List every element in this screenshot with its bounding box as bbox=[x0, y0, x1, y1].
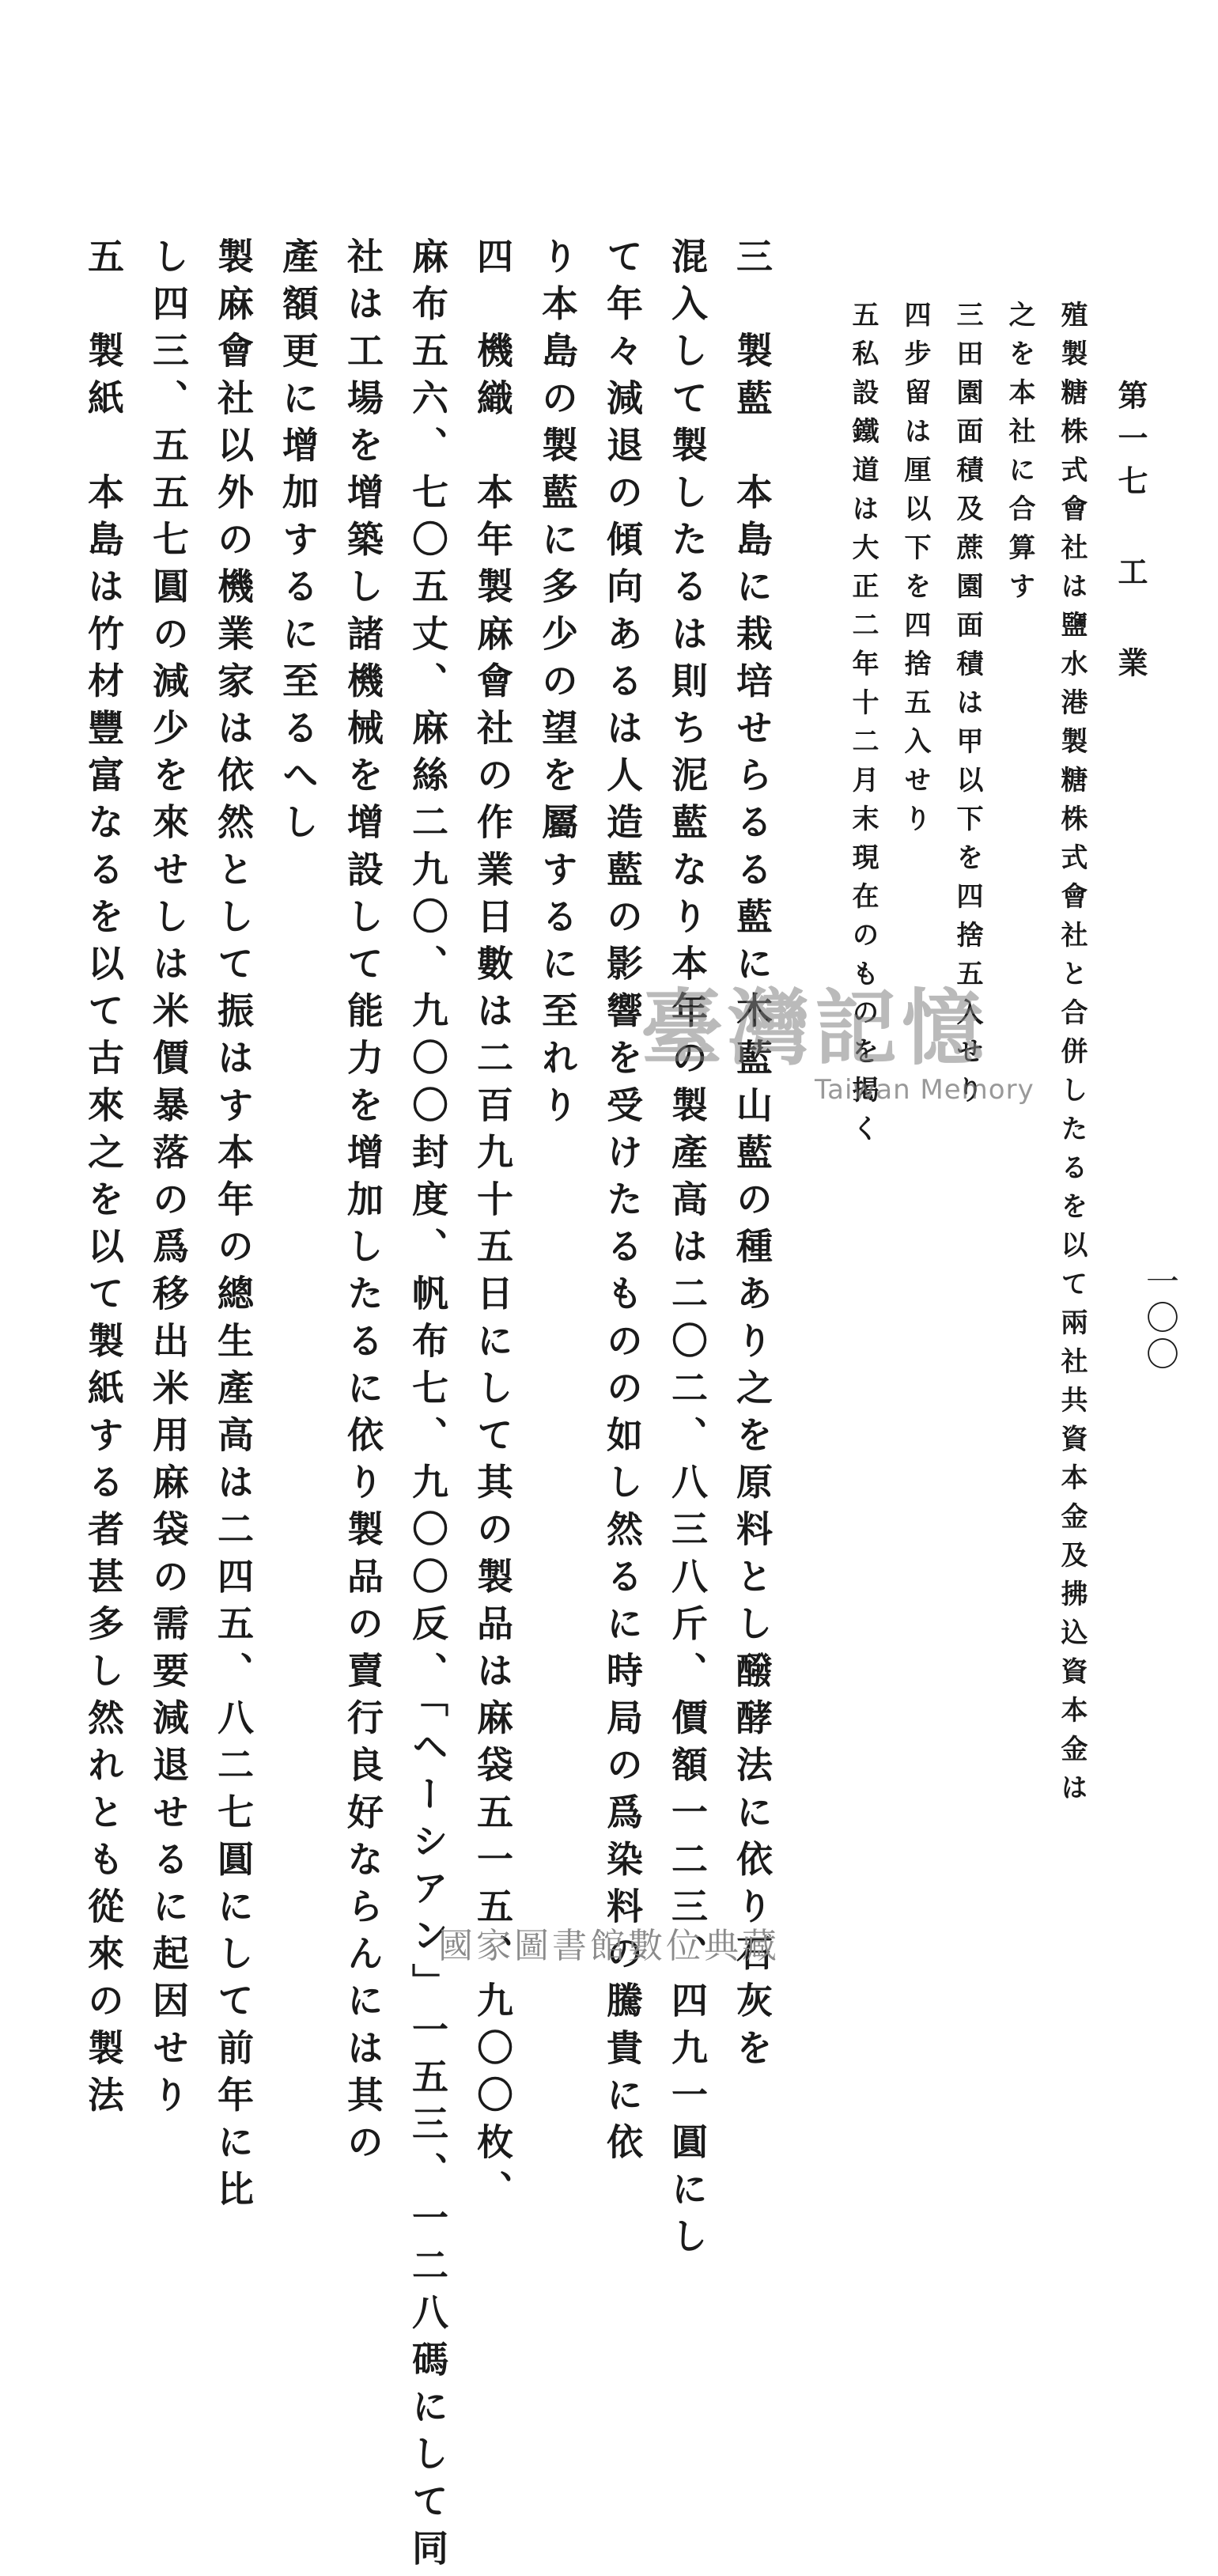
section-title: 第一七 工 業 bbox=[1113, 380, 1148, 690]
note-line-3: 三田園面積及蔗園面積は甲以下を四捨五入せり bbox=[951, 301, 983, 1114]
body-line-9: 製麻會社以外の機業家は依然として振はす本年の總生產高は二四五、八二七圓にして前年に比 bbox=[212, 237, 255, 2218]
footer-archive-label: 國家圖書館數位典藏 bbox=[438, 1926, 780, 1966]
watermark-title: 臺灣記憶 bbox=[641, 979, 989, 1076]
body-line-4: り本島の製藍に多少の望を屬するに至れり bbox=[536, 237, 579, 1133]
body-line-6: 麻布五六、七〇五丈、麻絲二九〇、九〇〇封度、帆布七、九〇〇反、「ヘーシアン」一五三、一二八碼にして同 bbox=[407, 237, 449, 2576]
watermark-subtitle: Taiwan Memory bbox=[815, 1074, 1035, 1106]
body-line-7: 社は工場を增築し諸機械を增設して能力を增加したるに依り製品の賣行良好ならんには其の bbox=[342, 237, 384, 2170]
body-line-11: 五 製紙 本島は竹材豐富なるを以て古來之を以て製紙する者甚多し然れとも從來の製法 bbox=[82, 237, 125, 2123]
note-line-2: 之を本社に合算す bbox=[1004, 301, 1035, 611]
note-line-1: 殖製糖株式會社は鹽水港製糖株式會社と合併したるを以て兩社共資本金及拂込資本金は bbox=[1056, 301, 1088, 1812]
body-line-5: 四 機織 本年製麻會社の作業日數は二百九十五日にして其の製品は麻袋五一五、九〇〇枚、 bbox=[471, 237, 514, 2218]
body-line-2: 混入して製したるは則ち泥藍なり本年の製產高は二〇二、八三八斤、價額一二三、四九一圓にし bbox=[666, 237, 709, 2264]
body-line-1: 三 製藍 本島に栽培せらるる藍に木藍山藍の種あり之を原料とし醱酵法に依り石灰を bbox=[731, 237, 774, 2076]
page-number: 一〇〇 bbox=[1141, 1264, 1180, 1373]
note-line-4: 四步留は厘以下を四捨五入せり bbox=[899, 301, 931, 843]
body-line-3: て年々減退の傾向あるは人造藍の影響を受けたるものの如し然るに時局の爲染料の騰貴に依 bbox=[601, 237, 644, 2170]
note-line-5: 五私設鐵道は大正二年十二月末現在のものを掲く bbox=[847, 301, 879, 1153]
body-line-8: 產額更に增加するに至るへし bbox=[277, 237, 320, 850]
body-line-10: し四三、五五七圓の減少を來せしは米價暴落の爲移出米用麻袋の需要減退せるに起因せり bbox=[147, 237, 190, 2123]
